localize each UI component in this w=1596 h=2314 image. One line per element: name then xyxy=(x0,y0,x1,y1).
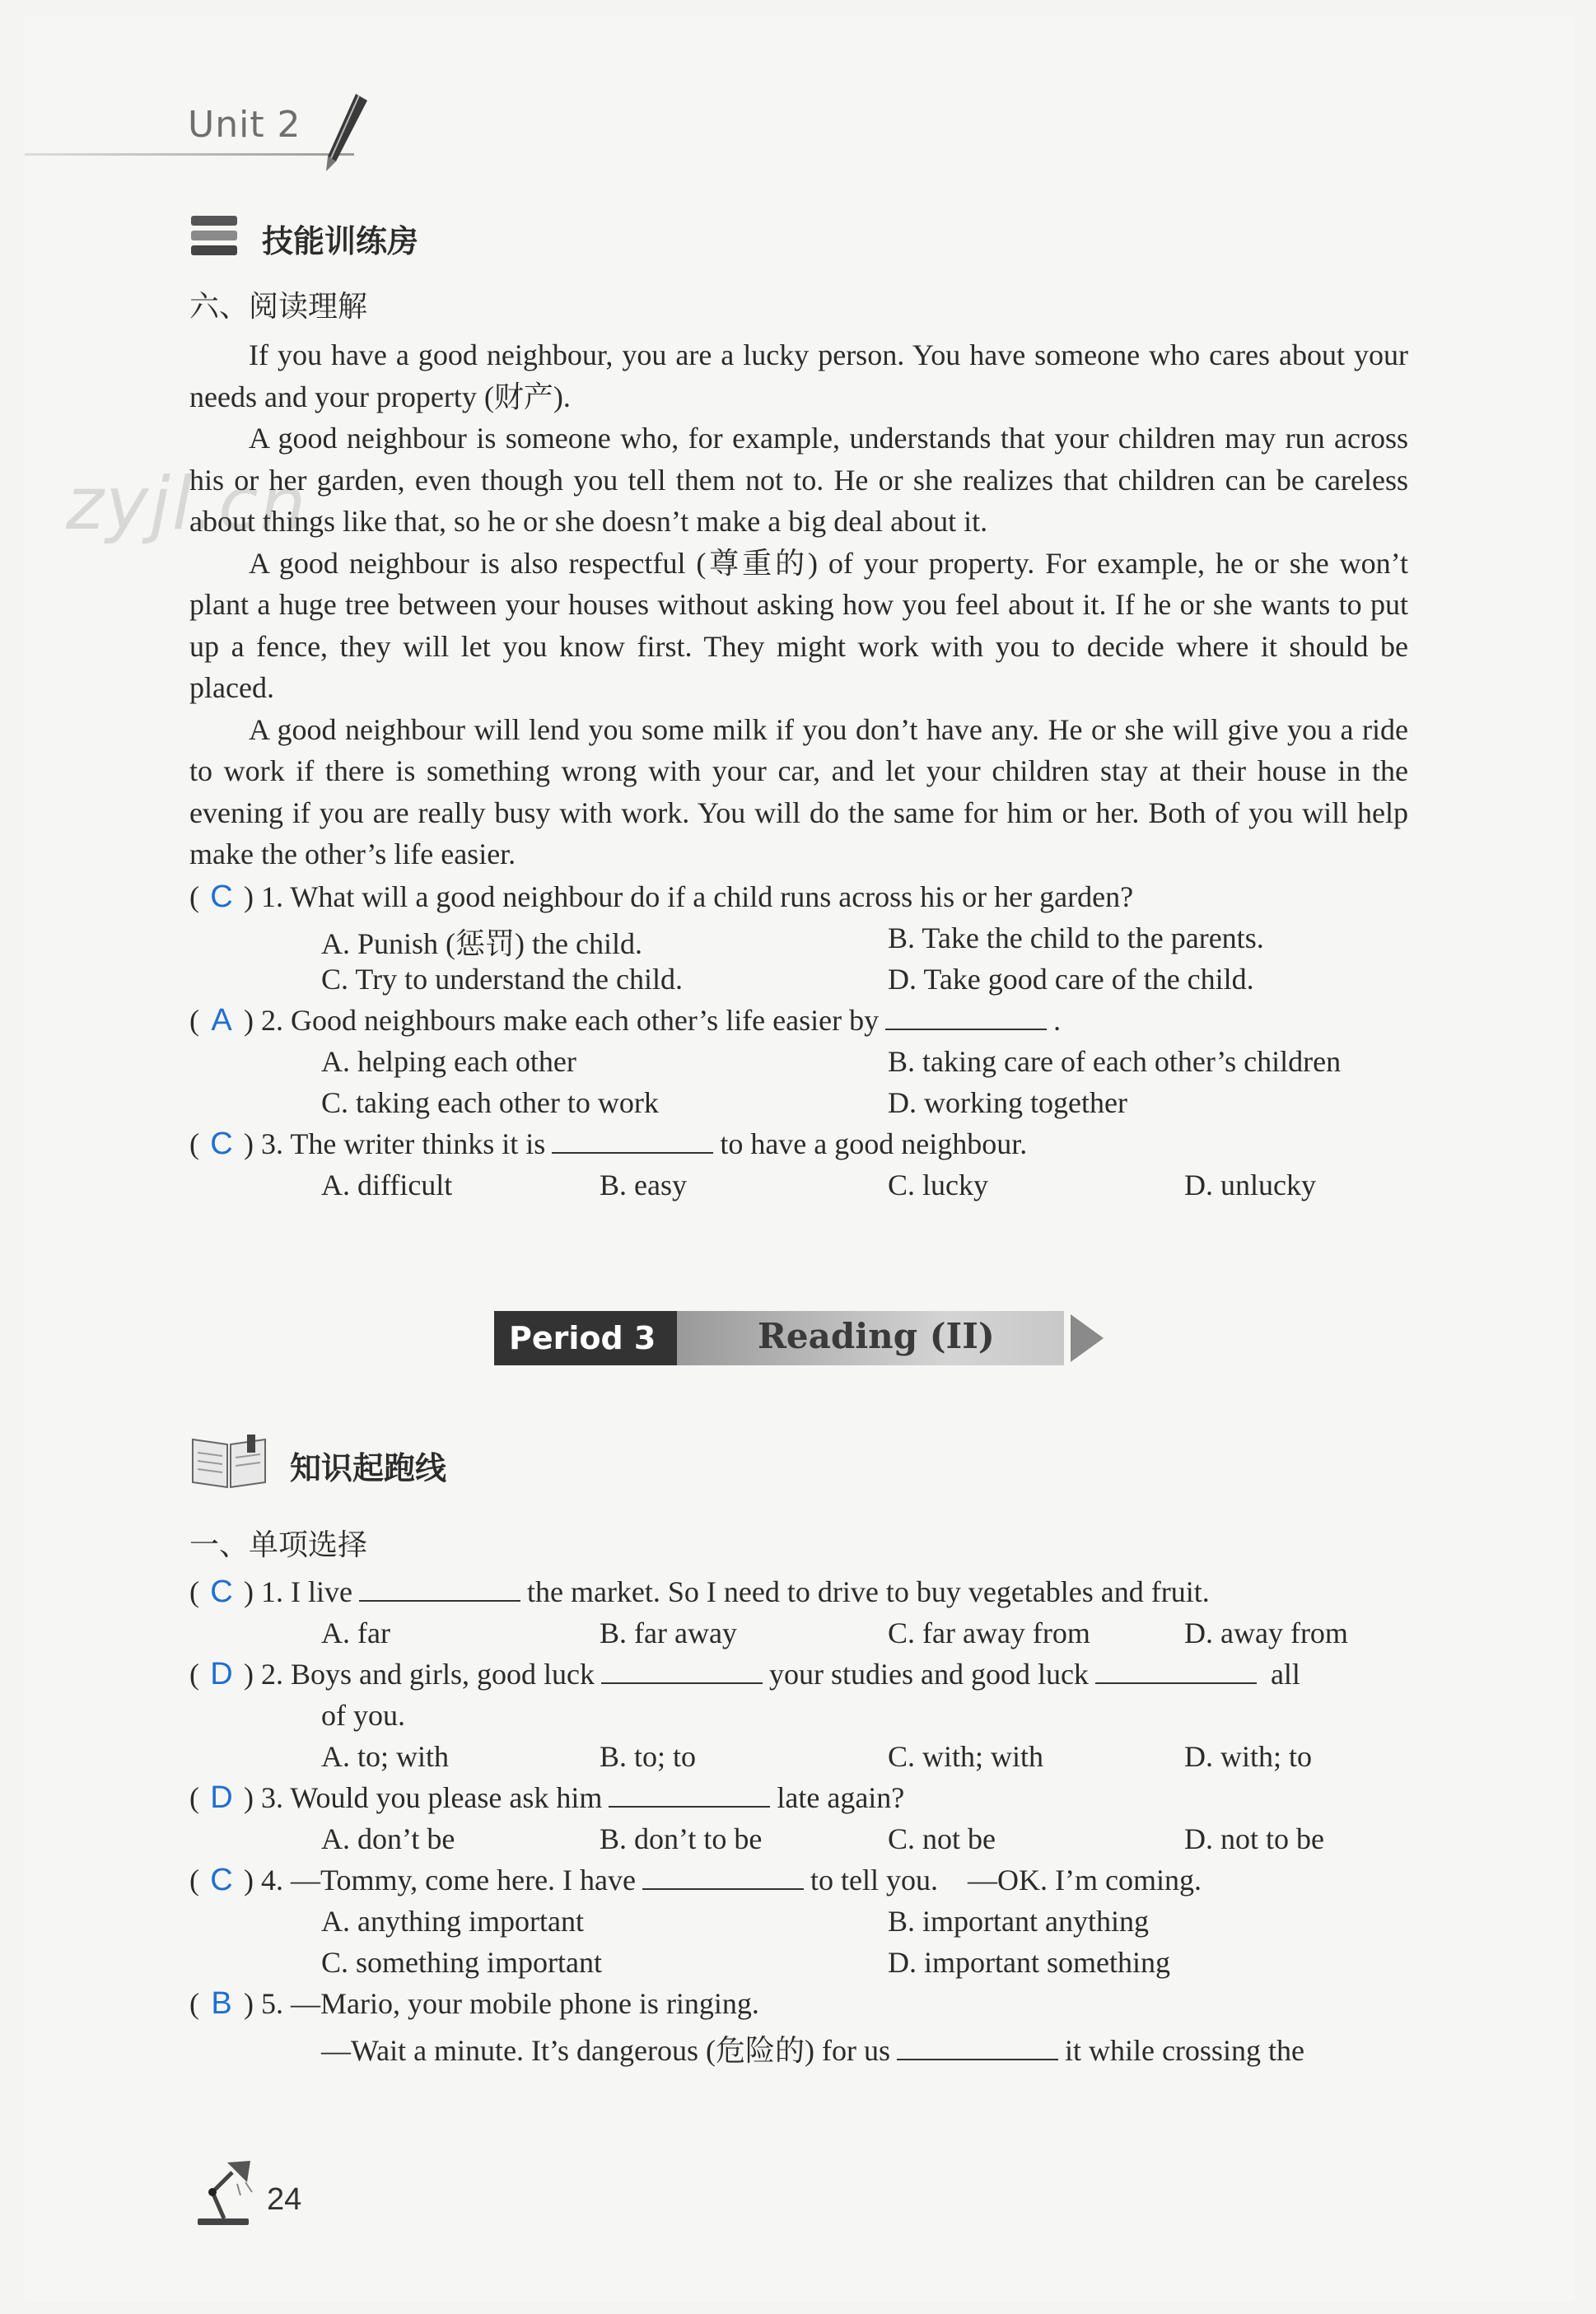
reading-question-2: ( A ) 2. Good neighbours make each other’s life easier by . xyxy=(189,1003,1062,1038)
answer-blank xyxy=(552,1127,713,1154)
option-c: C. not be xyxy=(888,1822,996,1855)
passage-paragraph-4: A good neighbour will lend you some milk if you don’t have any. He or she will give you a ride to work if there is something wrong with your car, and let your children stay at their house in the evening if you are really busy with work. You will do the same for him or her. Both of you will help make the other’s life easier. xyxy=(189,712,1408,870)
reading-section-heading: 六、阅读理解 xyxy=(189,290,368,324)
answer-blank xyxy=(359,1575,520,1602)
answer-blank xyxy=(1095,1658,1257,1684)
header-rule xyxy=(25,153,354,156)
answer-mark: B xyxy=(211,1986,232,2021)
option-d: D. working together xyxy=(888,1086,1127,1119)
question-stem-mid: your studies and good luck xyxy=(768,1658,1089,1691)
option-a: A. helping each other xyxy=(321,1045,576,1078)
question-stem-end: . xyxy=(1053,1004,1062,1037)
question-reply: —OK. I’m coming. xyxy=(968,1864,1202,1896)
option-b: B. don’t to be xyxy=(600,1822,763,1855)
option-d: D. with; to xyxy=(1184,1740,1313,1773)
answer-blank xyxy=(609,1781,770,1808)
question-stem: 2. Good neighbours make each other’s life easier by xyxy=(261,1004,880,1037)
option-a: A. anything important xyxy=(321,1905,584,1938)
answer-blank xyxy=(642,1864,804,1890)
question-stem: 1. What will a good neighbour do if a child runs across his or her garden? xyxy=(261,880,1134,913)
question-stem: 4. —Tommy, come here. I have xyxy=(261,1864,636,1896)
answer-mark: C xyxy=(210,1575,233,1609)
page-number: 24 xyxy=(267,2182,302,2217)
option-a: A. far xyxy=(321,1617,390,1649)
option-d: D. unlucky xyxy=(1184,1169,1316,1201)
passage-paragraph-1: If you have a good neighbour, you are a lucky person. You have someone who cares about your needs and your property (财产). xyxy=(189,338,1408,413)
question-stem: 5. —Mario, your mobile phone is ringing. xyxy=(261,1987,759,2020)
answer-blank xyxy=(601,1658,763,1684)
period-title: Reading (II) xyxy=(758,1316,995,1356)
option-c: C. with; with xyxy=(888,1740,1044,1773)
option-b: B. taking care of each other’s children xyxy=(888,1045,1342,1078)
option-a: A. don’t be xyxy=(321,1822,455,1855)
question-stem: 3. Would you please ask him xyxy=(261,1781,603,1814)
option-b: B. to; to xyxy=(600,1740,697,1773)
question-line-2 xyxy=(321,2027,1304,2069)
option-b: B. Take the child to the parents. xyxy=(888,921,1264,954)
question-stem-end: to have a good neighbour. xyxy=(720,1127,1028,1160)
question-stem-end: late again? xyxy=(777,1781,905,1814)
question-stem: 1. I live xyxy=(261,1575,352,1608)
option-d: D. not to be xyxy=(1184,1822,1324,1855)
question-stem: 2. Boys and girls, good luck xyxy=(261,1658,595,1691)
desk-lamp-icon xyxy=(191,2154,262,2228)
question-stem-end: it while crossing the xyxy=(1064,2034,1304,2067)
open-book-icon xyxy=(189,1433,268,1492)
section-stack-icon xyxy=(189,212,240,262)
option-c: C. Try to understand the child. xyxy=(321,963,683,996)
option-b: B. easy xyxy=(600,1169,687,1201)
option-c: C. lucky xyxy=(888,1169,988,1201)
period-label: Period 3 xyxy=(509,1320,656,1356)
option-a: A. to; with xyxy=(321,1740,450,1773)
choice-question-2: ( D ) 2. Boys and girls, good luck your studies and good luck all xyxy=(189,1657,1300,1691)
answer-mark: C xyxy=(210,879,233,914)
option-d: D. away from xyxy=(1184,1617,1348,1649)
question-continuation: of you. xyxy=(321,1699,405,1732)
option-d: D. important something xyxy=(888,1946,1170,1979)
choice-question-1: ( C ) 1. I live the market. So I need to drive to buy vegetables and fruit. xyxy=(189,1575,1210,1609)
choice-section-heading: 一、单项选择 xyxy=(189,1528,368,1562)
option-c: C. something important xyxy=(321,1946,602,1979)
answer-mark: A xyxy=(211,1003,232,1038)
reading-passage xyxy=(189,334,1408,875)
option-d: D. Take good care of the child. xyxy=(888,963,1254,996)
watermark: zyjl.cn xyxy=(66,461,308,546)
option-b: B. far away xyxy=(600,1617,737,1649)
option-a: A. difficult xyxy=(321,1169,453,1201)
answer-mark: D xyxy=(210,1657,233,1691)
answer-mark: C xyxy=(210,1127,233,1161)
choice-question-5: ( B ) 5. —Mario, your mobile phone is ringing. xyxy=(189,1986,759,2021)
option-c: C. far away from xyxy=(888,1617,1090,1649)
reading-question-1: ( C ) 1. What will a good neighbour do if a child runs across his or her garden? xyxy=(189,879,1134,914)
question-stem-mid: to tell you. xyxy=(810,1864,938,1896)
option-b: B. important anything xyxy=(888,1905,1149,1938)
period-banner-arrow-icon xyxy=(1071,1314,1104,1362)
passage-paragraph-2: A good neighbour is someone who, for example, understands that your children may run across his or her garden, even though you tell them not to. He or she realizes that children can be careless about things like that, so he or she doesn’t make a big deal about it. xyxy=(189,422,1408,538)
pen-icon xyxy=(320,91,371,173)
choice-question-4: ( C ) 4. —Tommy, come here. I have to tell you. —OK. I’m coming. xyxy=(189,1863,1202,1897)
choice-question-3: ( D ) 3. Would you please ask him late again? xyxy=(189,1780,905,1815)
answer-mark: C xyxy=(210,1863,233,1897)
unit-title: Unit 2 xyxy=(188,104,301,146)
section-title-skills: 技能训练房 xyxy=(262,223,419,259)
section-title-knowledge: 知识起跑线 xyxy=(290,1450,447,1486)
answer-blank xyxy=(897,2034,1058,2060)
option-c: C. taking each other to work xyxy=(321,1086,659,1119)
question-stem-end: the market. So I need to drive to buy vegetables and fruit. xyxy=(526,1575,1210,1608)
option-a: A. Punish (惩罚) the child. xyxy=(321,927,642,960)
question-stem-end: all xyxy=(1270,1658,1300,1691)
reading-question-3: ( C ) 3. The writer thinks it is to have a good neighbour. xyxy=(189,1127,1028,1161)
question-stem: 3. The writer thinks it is xyxy=(261,1127,546,1160)
answer-mark: D xyxy=(210,1780,233,1815)
question-stem: —Wait a minute. It’s dangerous (危险的) for us xyxy=(321,2034,890,2067)
passage-paragraph-3: A good neighbour is also respectful (尊重的) of your property. For example, he or she won’t plant a huge tree between your houses without asking how you feel about it. If he or she wants to put up a fence, they will let you know first. They might work with you to decide where it should be placed. xyxy=(189,546,1408,704)
answer-blank xyxy=(885,1004,1047,1030)
